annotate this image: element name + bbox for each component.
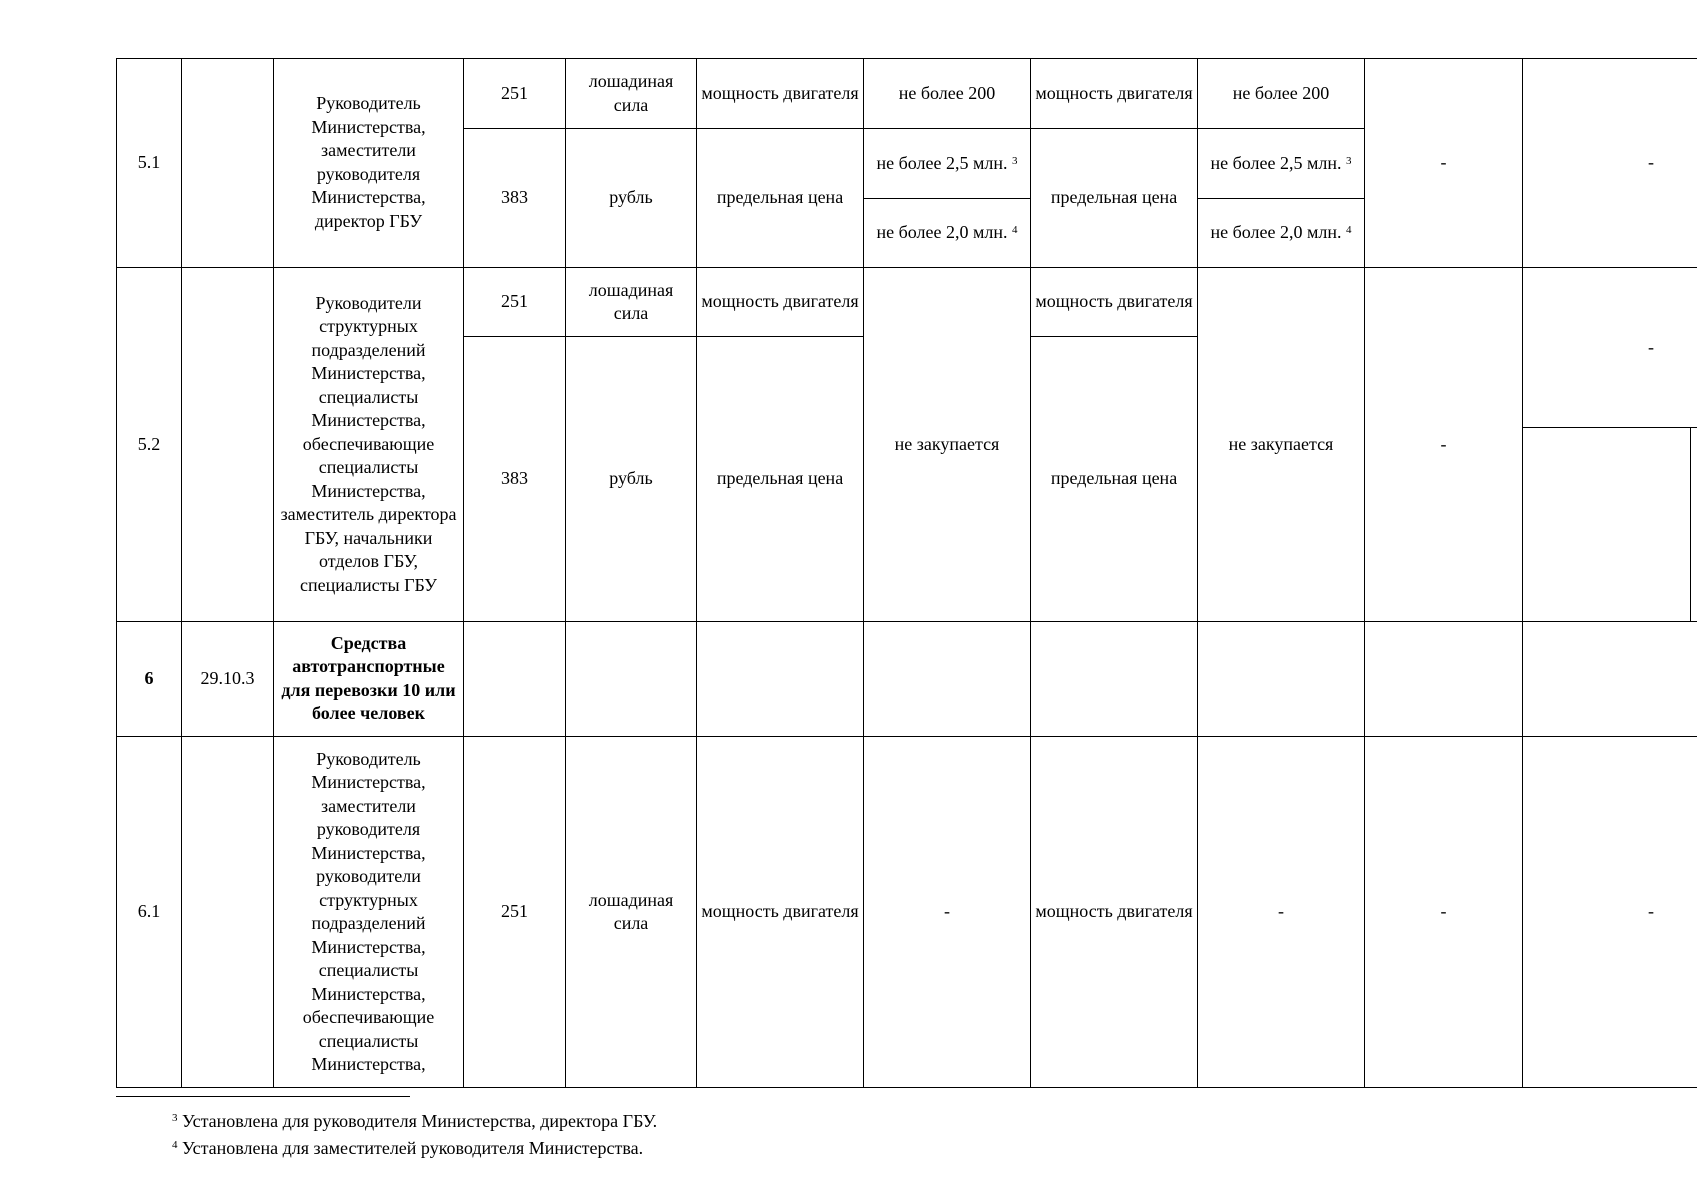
group-name-cell: Средства автотранспортные для перевозки 10 или более человек xyxy=(274,621,464,737)
okei-code-cell: 251 xyxy=(464,737,566,1088)
value-cell: не более 200 xyxy=(864,59,1031,129)
empty-cell xyxy=(566,621,697,737)
characteristic-cell-2: предельная цена xyxy=(1031,337,1198,621)
value-cell: не закупается xyxy=(864,267,1031,621)
footnote-mark: 3 xyxy=(172,1112,178,1124)
unit-cell: рубль xyxy=(566,129,697,268)
price-limit-text: не более 2,5 млн. xyxy=(1210,152,1342,173)
row-number: 6.1 xyxy=(117,737,182,1088)
value-cell xyxy=(864,198,1031,267)
characteristic-cell: мощность двигателя xyxy=(697,737,864,1088)
okei-code-cell: 383 xyxy=(464,337,566,621)
value-cell-2 xyxy=(1198,198,1365,267)
empty-cell xyxy=(1523,621,1697,737)
characteristic-cell-2: предельная цена xyxy=(1031,129,1198,268)
footnote-mark: 3 xyxy=(1346,154,1352,167)
table-row-5-2 xyxy=(117,267,1697,336)
value-cell-2 xyxy=(1198,129,1365,198)
table-row-6 xyxy=(117,621,1697,737)
table-row-6-1 xyxy=(117,737,1697,1088)
characteristic-cell: предельная цена xyxy=(697,129,864,268)
dash-cell: - xyxy=(1523,737,1697,1088)
value-cell-2: не закупается xyxy=(1198,267,1365,621)
okei-code-cell: 251 xyxy=(464,59,566,129)
unit-cell: лошадиная сила xyxy=(566,737,697,1088)
empty-cell xyxy=(864,621,1031,737)
okpd-code-cell: 29.10.3 xyxy=(182,621,274,737)
unit-cell: лошадиная сила xyxy=(566,267,697,336)
characteristic-cell: мощность двигателя xyxy=(697,59,864,129)
position-cell: Руководители структурных подразделений Министерства, специалисты Министерства, обеспечивающие специалисты Министерства, заместитель директора ГБУ, начальники отделов ГБУ, специалисты ГБУ xyxy=(274,267,464,621)
requirements-table xyxy=(116,58,1697,1088)
characteristic-cell: мощность двигателя xyxy=(697,267,864,336)
row-number: 6 xyxy=(117,621,182,737)
characteristic-cell-2: мощность двигателя xyxy=(1031,267,1198,336)
empty-cell xyxy=(1365,621,1523,737)
row-number: 5.1 xyxy=(117,59,182,268)
unit-cell: лошадиная сила xyxy=(566,59,697,129)
dash-cell: - xyxy=(1365,59,1523,268)
empty-cell xyxy=(1031,621,1198,737)
empty-cell xyxy=(697,621,864,737)
table-row-5-1 xyxy=(117,59,1697,129)
outside-cell xyxy=(1691,427,1697,621)
empty-cell xyxy=(464,621,566,737)
price-limit-text: не более 2,5 млн. xyxy=(876,152,1008,173)
dash-cell: - xyxy=(1523,59,1697,268)
okpd-code-cell xyxy=(182,737,274,1088)
footnote-text: Установлена для руководителя Министерства, директора ГБУ. xyxy=(182,1111,658,1131)
dash-cell: - xyxy=(1365,267,1523,621)
price-limit-text: не более 2,0 млн. xyxy=(1210,222,1342,243)
position-cell: Руководитель Министерства, заместители руководителя Министерства, директор ГБУ xyxy=(274,59,464,268)
okei-code-cell: 383 xyxy=(464,129,566,268)
footnote-mark: 4 xyxy=(172,1139,178,1151)
characteristic-cell-2: мощность двигателя xyxy=(1031,737,1198,1088)
position-cell: Руководитель Министерства, заместители руководителя Министерства, руководители структурных подразделений Министерства, специалисты Министерства, обеспечивающие специалисты Министерства, xyxy=(274,737,464,1088)
value-cell-2: - xyxy=(1198,737,1365,1088)
footnote-mark: 4 xyxy=(1012,224,1018,237)
characteristic-cell: предельная цена xyxy=(697,337,864,621)
footnote-3 xyxy=(172,1106,657,1133)
dash-cell: - xyxy=(1365,737,1523,1088)
dash-cell: - xyxy=(1523,267,1697,427)
okpd-code-cell xyxy=(182,267,274,621)
footnote-mark: 3 xyxy=(1012,154,1018,167)
footnote-4 xyxy=(172,1133,657,1160)
value-cell-2: не более 200 xyxy=(1198,59,1365,129)
unit-cell: рубль xyxy=(566,337,697,621)
footnote-text: Установлена для заместителей руководителя Министерства. xyxy=(182,1138,644,1158)
characteristic-cell-2: мощность двигателя xyxy=(1031,59,1198,129)
value-cell: - xyxy=(864,737,1031,1088)
row-number: 5.2 xyxy=(117,267,182,621)
empty-cell xyxy=(1198,621,1365,737)
footnote-mark: 4 xyxy=(1346,224,1352,237)
empty-cell xyxy=(1523,427,1691,621)
okpd-code-cell xyxy=(182,59,274,268)
footnote-separator xyxy=(116,1096,410,1097)
okei-code-cell: 251 xyxy=(464,267,566,336)
price-limit-text: не более 2,0 млн. xyxy=(876,222,1008,243)
footnotes xyxy=(172,1106,657,1160)
value-cell xyxy=(864,129,1031,198)
